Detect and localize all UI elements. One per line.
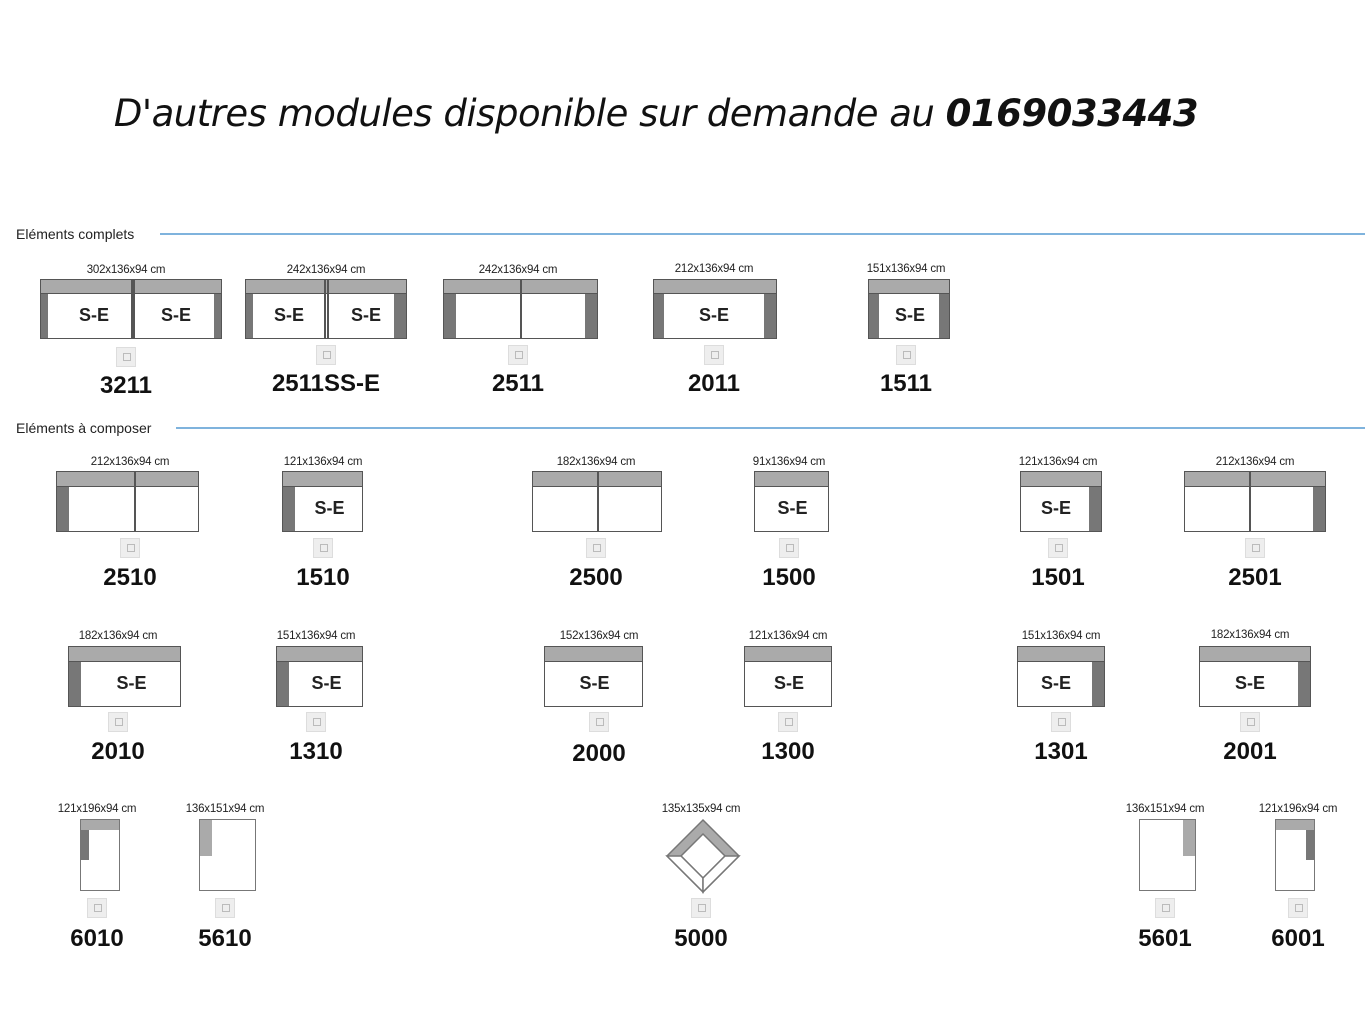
- qr-code-icon: [87, 898, 107, 918]
- seat-label: S-E: [894, 305, 925, 325]
- sofa-backrest: [69, 647, 180, 662]
- module-code: 2011: [687, 370, 741, 397]
- module-dimensions: 212x136x94 cm: [1215, 456, 1295, 468]
- availability-note: [0, 92, 1312, 135]
- sofa-armrest-right: [214, 294, 221, 338]
- seat-divider: [133, 280, 135, 338]
- seat-label: S-E: [311, 673, 342, 693]
- sofa-drawing: [532, 471, 662, 532]
- sofa-drawing: [56, 471, 199, 532]
- module-dimensions: 242x136x94 cm: [286, 264, 366, 276]
- qr-code-icon: [691, 898, 711, 918]
- qr-code-icon: [116, 347, 136, 367]
- module-code: 2511SS-E: [271, 370, 381, 397]
- module-dimensions: 136x151x94 cm: [1125, 803, 1205, 815]
- qr-code-icon: [120, 538, 140, 558]
- seat-label: S-E: [160, 305, 191, 325]
- sofa-drawing: [1199, 646, 1311, 707]
- qr-code-icon: [1051, 712, 1071, 732]
- sofa-armrest-right: [585, 294, 597, 338]
- seat-label: S-E: [1234, 673, 1265, 693]
- module-code: 1310: [289, 738, 343, 765]
- qr-code-icon: [108, 712, 128, 732]
- module-code: 2001: [1223, 738, 1277, 765]
- seat-divider: [134, 472, 136, 531]
- seat-label: S-E: [350, 305, 381, 325]
- sofa-backrest: [246, 280, 406, 294]
- chaise-backrest: [1183, 820, 1195, 856]
- phone-number: 0169033443: [945, 92, 1199, 135]
- module-dimensions: 121x136x94 cm: [1018, 456, 1098, 468]
- sofa-drawing: [744, 646, 832, 707]
- qr-code-icon: [778, 712, 798, 732]
- sofa-drawing: [245, 279, 407, 339]
- module-code: 2500: [569, 564, 623, 591]
- module-dimensions: 151x136x94 cm: [276, 630, 356, 642]
- qr-code-icon: [589, 712, 609, 732]
- section-label-complete: Eléments complets: [16, 226, 135, 242]
- qr-code-icon: [704, 345, 724, 365]
- sofa-armrest-left: [41, 294, 48, 338]
- seat-label: S-E: [116, 673, 147, 693]
- sofa-armrest-left: [869, 294, 879, 338]
- sofa-drawing: [276, 646, 363, 707]
- sofa-drawing: [1020, 471, 1102, 532]
- sofa-backrest: [869, 280, 949, 294]
- seat-label: S-E: [314, 498, 345, 518]
- sofa-armrest-right: [764, 294, 776, 338]
- sofa-backrest: [1021, 472, 1101, 487]
- sofa-backrest: [654, 280, 776, 294]
- module-code: 2511: [491, 370, 545, 397]
- sofa-armrest-left: [283, 487, 295, 531]
- module-code: 1300: [761, 738, 815, 765]
- module-dimensions: 152x136x94 cm: [559, 630, 639, 642]
- sofa-drawing: [754, 471, 829, 532]
- module-code: 2010: [91, 738, 145, 765]
- sofa-armrest-right: [1313, 487, 1325, 531]
- qr-code-icon: [508, 345, 528, 365]
- chaise-backrest: [81, 820, 119, 830]
- sofa-drawing: [40, 279, 222, 339]
- module-dimensions: 242x136x94 cm: [478, 264, 558, 276]
- section-label-compose: Eléments à composer: [16, 420, 152, 436]
- seat-label: S-E: [773, 673, 804, 693]
- qr-code-icon: [313, 538, 333, 558]
- qr-code-icon: [1288, 898, 1308, 918]
- module-dimensions: 182x136x94 cm: [556, 456, 636, 468]
- module-code: 5610: [198, 925, 252, 952]
- sofa-armrest-left: [57, 487, 69, 531]
- qr-code-icon: [1048, 538, 1068, 558]
- module-dimensions: 91x136x94 cm: [752, 456, 826, 468]
- module-code: 6001: [1271, 925, 1325, 952]
- chaise-backrest: [200, 820, 212, 856]
- sofa-backrest: [57, 472, 198, 487]
- sofa-armrest-left: [654, 294, 664, 338]
- module-code: 3211: [99, 372, 153, 399]
- seat-label: S-E: [1040, 498, 1071, 518]
- sofa-armrest-left: [444, 294, 456, 338]
- module-code: 6010: [70, 925, 124, 952]
- seat-label: S-E: [78, 305, 109, 325]
- sofa-drawing: [282, 471, 363, 532]
- qr-code-icon: [215, 898, 235, 918]
- availability-text: D'autres modules disponible sur demande au: [113, 92, 946, 135]
- sofa-backrest: [1018, 647, 1104, 662]
- chaise-armrest: [81, 830, 89, 860]
- sofa-drawing: [544, 646, 643, 707]
- module-code: 1510: [296, 564, 350, 591]
- module-code: 1511: [879, 370, 933, 397]
- module-code: 1301: [1034, 738, 1088, 765]
- seat-label: S-E: [698, 305, 729, 325]
- module-code: 1500: [762, 564, 816, 591]
- module-dimensions: 212x136x94 cm: [674, 263, 754, 275]
- seat-label: S-E: [273, 305, 304, 325]
- sofa-armrest-left: [277, 662, 289, 706]
- seat-divider: [327, 280, 329, 338]
- module-dimensions: 136x151x94 cm: [185, 803, 265, 815]
- sofa-backrest: [1185, 472, 1325, 487]
- sofa-backrest: [283, 472, 362, 487]
- sofa-armrest-left: [69, 662, 81, 706]
- module-dimensions: 302x136x94 cm: [86, 264, 166, 276]
- sofa-backrest: [745, 647, 831, 662]
- sofa-drawing: [443, 279, 598, 339]
- seat-label: S-E: [777, 498, 808, 518]
- module-dimensions: 121x136x94 cm: [283, 456, 363, 468]
- sofa-backrest: [755, 472, 828, 487]
- chaise-drawing: [1275, 819, 1315, 891]
- seat-divider: [597, 472, 599, 531]
- sofa-drawing: [1017, 646, 1105, 707]
- qr-code-icon: [1245, 538, 1265, 558]
- module-code: 5000: [674, 925, 728, 952]
- module-code: 2510: [103, 564, 157, 591]
- module-code: 2000: [572, 740, 626, 767]
- module-dimensions: 212x136x94 cm: [90, 456, 170, 468]
- sofa-backrest: [277, 647, 362, 662]
- sofa-drawing: [653, 279, 777, 339]
- seat-label: S-E: [1040, 673, 1071, 693]
- sofa-backrest: [545, 647, 642, 662]
- qr-code-icon: [316, 345, 336, 365]
- qr-code-icon: [1240, 712, 1260, 732]
- module-dimensions: 121x196x94 cm: [57, 803, 137, 815]
- section-divider: [160, 233, 1365, 235]
- corner-module-drawing: [663, 818, 743, 898]
- module-dimensions: 182x136x94 cm: [1210, 629, 1290, 641]
- seat-divider: [324, 280, 326, 338]
- sofa-backrest: [1200, 647, 1310, 662]
- module-dimensions: 182x136x94 cm: [78, 630, 158, 642]
- section-divider: [176, 427, 1365, 429]
- qr-code-icon: [896, 345, 916, 365]
- module-dimensions: 135x135x94 cm: [661, 803, 741, 815]
- chaise-backrest: [1276, 820, 1314, 830]
- sofa-drawing: [1184, 471, 1326, 532]
- module-code: 1501: [1031, 564, 1085, 591]
- sofa-armrest-left: [246, 294, 253, 338]
- qr-code-icon: [306, 712, 326, 732]
- seat-label: S-E: [579, 673, 610, 693]
- chaise-armrest: [1306, 830, 1314, 860]
- module-dimensions: 151x136x94 cm: [1021, 630, 1101, 642]
- module-dimensions: 151x136x94 cm: [866, 263, 946, 275]
- sofa-drawing: [868, 279, 950, 339]
- sofa-drawing: [68, 646, 181, 707]
- module-code: 2501: [1228, 564, 1282, 591]
- chaise-drawing: [80, 819, 120, 891]
- module-code: 5601: [1138, 925, 1192, 952]
- module-dimensions: 121x196x94 cm: [1258, 803, 1338, 815]
- qr-code-icon: [779, 538, 799, 558]
- seat-divider: [520, 280, 522, 338]
- qr-code-icon: [586, 538, 606, 558]
- seat-divider: [1249, 472, 1251, 531]
- chaise-drawing: [199, 819, 256, 891]
- module-dimensions: 121x136x94 cm: [748, 630, 828, 642]
- qr-code-icon: [1155, 898, 1175, 918]
- chaise-drawing: [1139, 819, 1196, 891]
